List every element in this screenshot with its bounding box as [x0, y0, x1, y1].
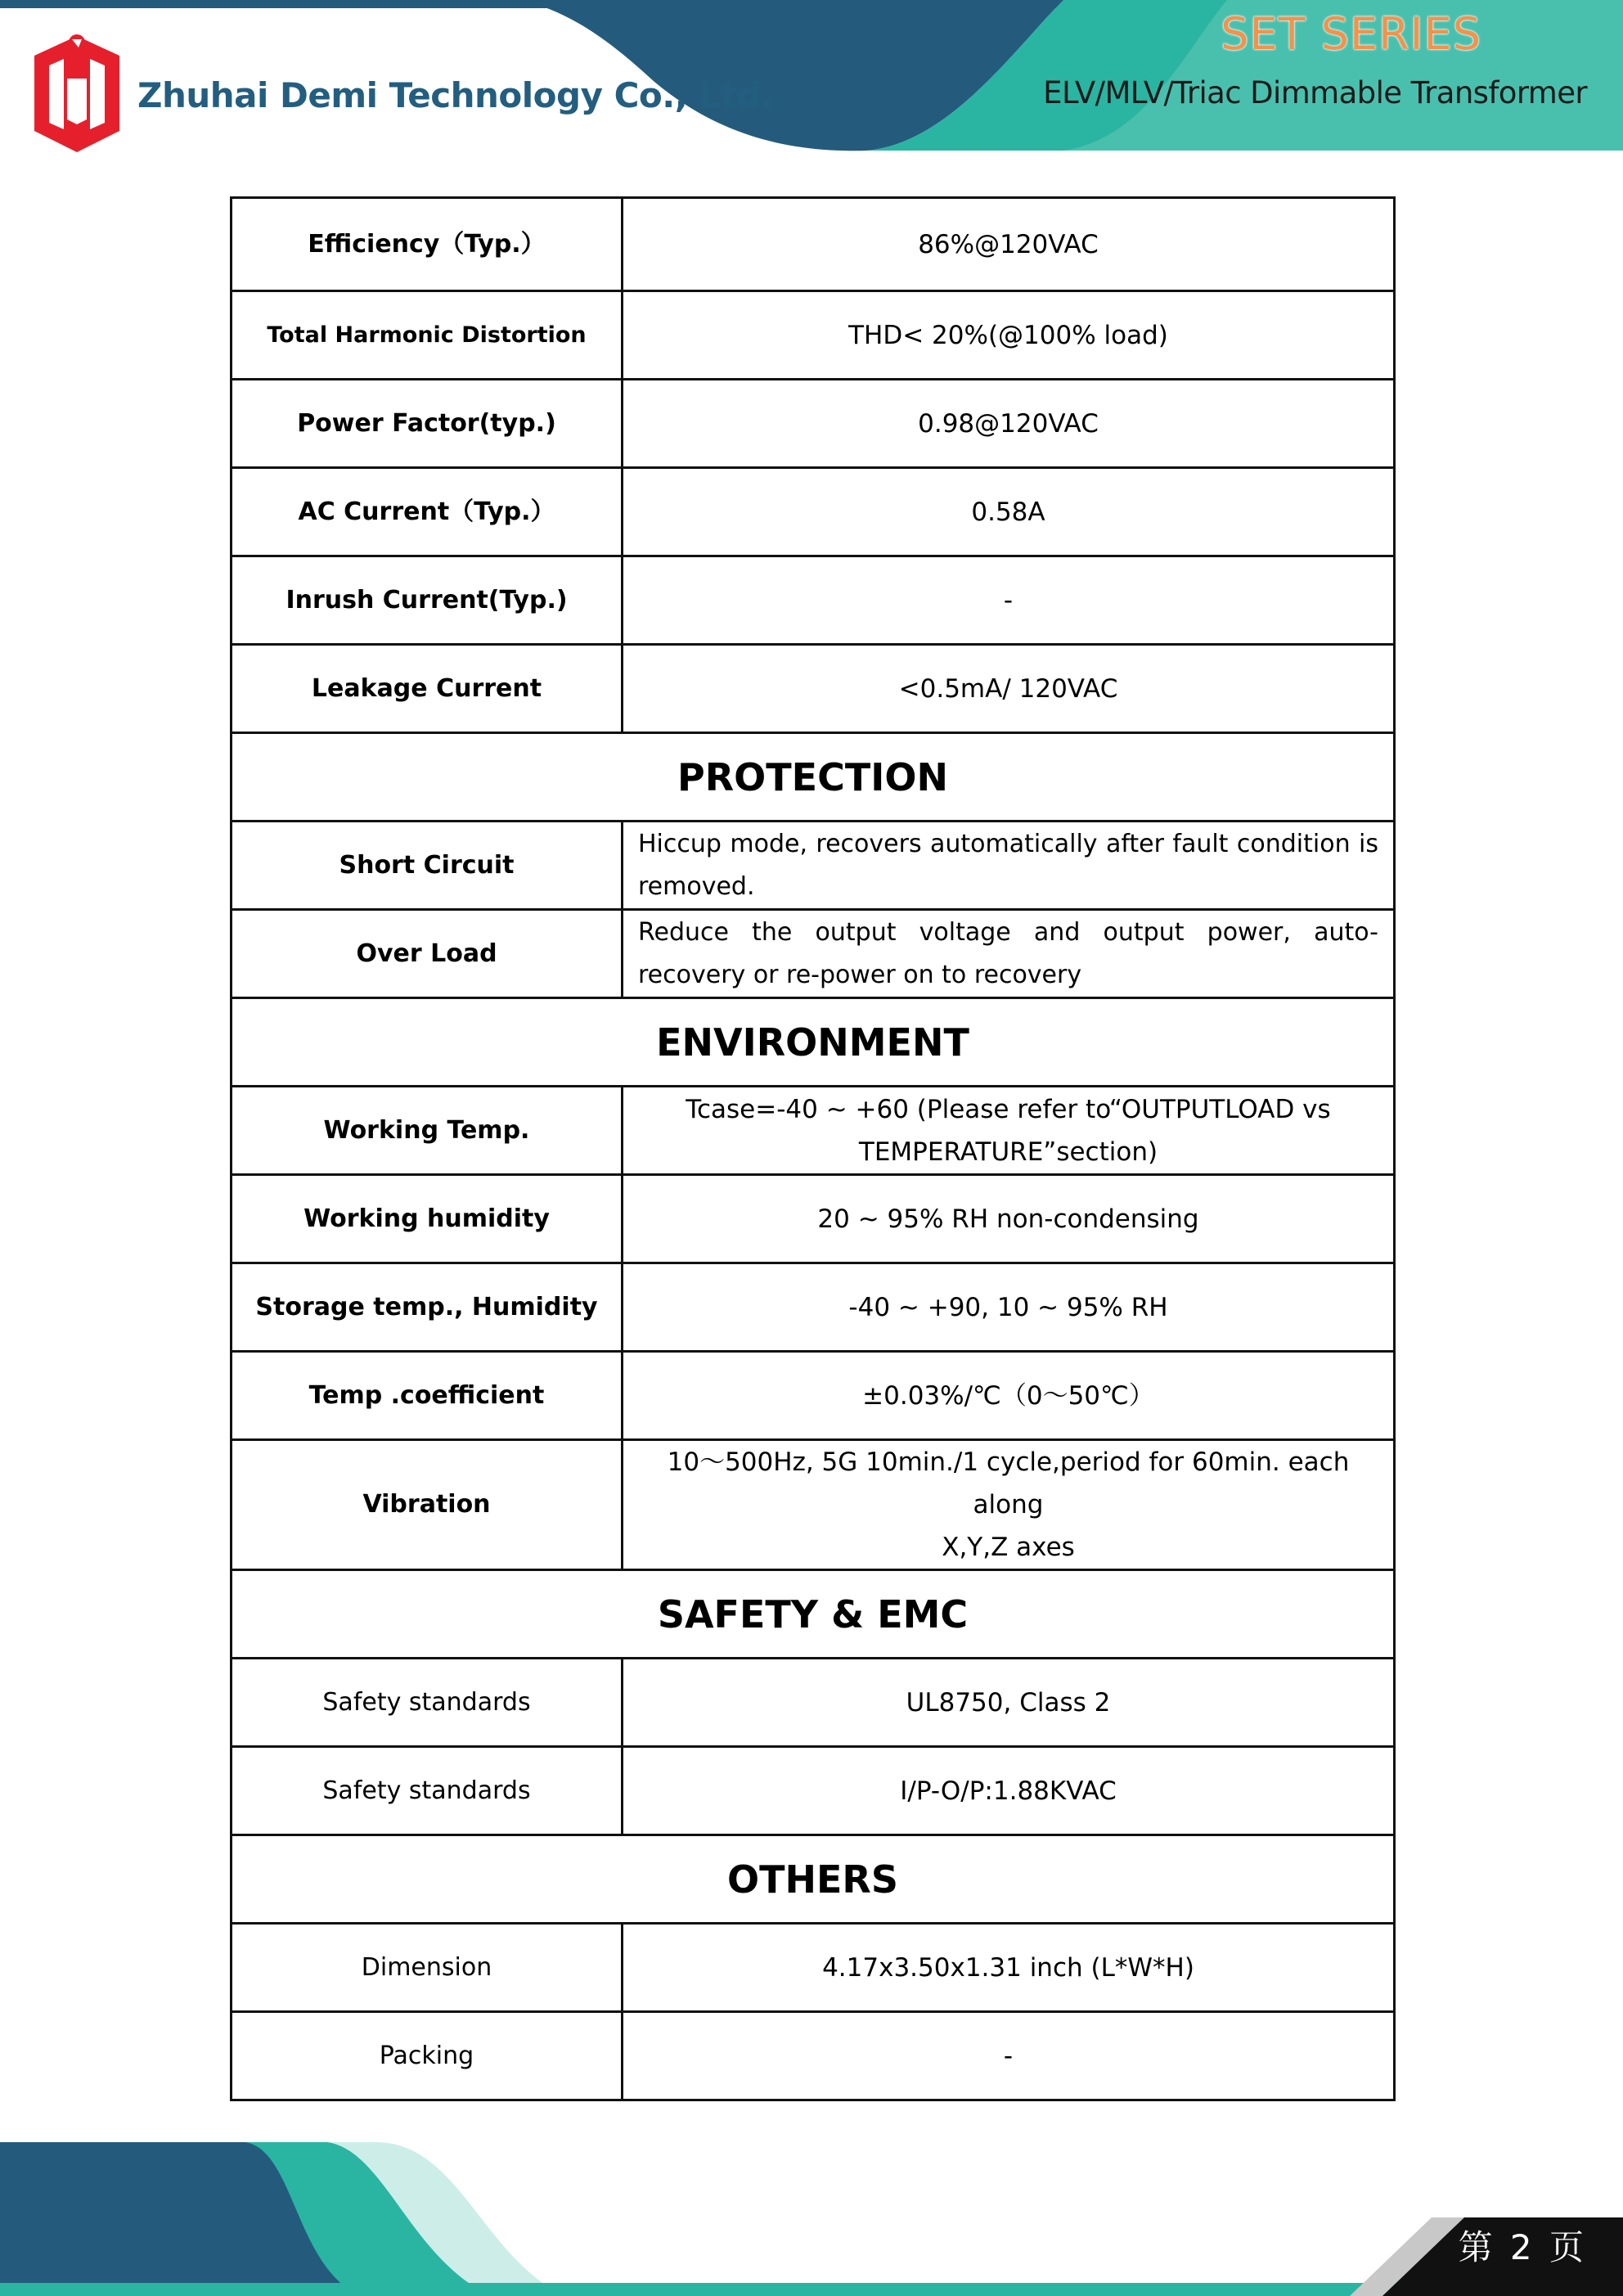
vibration-value: [623, 1440, 1395, 1570]
section-title-others: OTHERS: [232, 1835, 1395, 1924]
packing-value: -: [623, 2012, 1395, 2100]
storage-temp-value: -40 ~ +90, 10 ~ 95% RH: [623, 1263, 1395, 1352]
table-row: [232, 2012, 1395, 2100]
safety-standards-label-1: Safety standards: [232, 1659, 623, 1747]
section-row: [232, 998, 1395, 1087]
packing-label: Packing: [232, 2012, 623, 2100]
section-title-environment: ENVIRONMENT: [232, 998, 1395, 1087]
table-row: [232, 822, 1395, 910]
leakage-current-value: <0.5mA/ 120VAC: [623, 645, 1395, 733]
page-number: 第 2 页: [1458, 2227, 1587, 2267]
footer-banner: [0, 2142, 1623, 2296]
table-row: [232, 1263, 1395, 1352]
thd-value: THD< 20%(@100% load): [623, 291, 1395, 380]
working-humidity-label: Working humidity: [232, 1175, 623, 1263]
safety-standards-value-2: I/P-O/P:1.88KVAC: [623, 1747, 1395, 1835]
table-row: [232, 198, 1395, 291]
table-row: [232, 910, 1395, 998]
inrush-current-label: Inrush Current(Typ.): [232, 556, 623, 645]
dimension-label: Dimension: [232, 1924, 623, 2012]
table-row: [232, 291, 1395, 380]
safety-standards-label-2: Safety standards: [232, 1747, 623, 1835]
table-row: [232, 556, 1395, 645]
section-title-safety: SAFETY & EMC: [232, 1570, 1395, 1659]
thd-label: Total Harmonic Distortion: [232, 291, 623, 380]
temp-coefficient-label: Temp .coefficient: [232, 1352, 623, 1440]
table-row: [232, 645, 1395, 733]
efficiency-value: 86%@120VAC: [623, 198, 1395, 291]
working-temp-value-line2: TEMPERATURE”section): [858, 1137, 1158, 1167]
series-subtitle: ELV/MLV/Triac Dimmable Transformer: [1043, 75, 1587, 110]
section-row: [232, 733, 1395, 822]
series-title: SET SERIES: [1221, 8, 1481, 60]
efficiency-label: Efficiency（Typ.）: [232, 198, 623, 291]
table-row: [232, 1175, 1395, 1263]
table-row: [232, 380, 1395, 468]
company-name: Zhuhai Demi Technology Co., Ltd.: [137, 75, 774, 115]
company-logo-icon: [34, 34, 119, 152]
over-load-label: Over Load: [232, 910, 623, 998]
ac-current-value: 0.58A: [623, 468, 1395, 556]
vibration-label: Vibration: [232, 1440, 623, 1570]
storage-temp-label: Storage temp., Humidity: [232, 1263, 623, 1352]
short-circuit-label: Short Circuit: [232, 822, 623, 910]
table-row: [232, 1352, 1395, 1440]
safety-standards-value-1: UL8750, Class 2: [623, 1659, 1395, 1747]
dimension-value: 4.17x3.50x1.31 inch (L*W*H): [623, 1924, 1395, 2012]
section-row: [232, 1835, 1395, 1924]
table-row: [232, 1087, 1395, 1175]
power-factor-label: Power Factor(typ.): [232, 380, 623, 468]
short-circuit-value: Hiccup mode, recovers automatically after fault condition is removed.: [623, 822, 1395, 910]
table-row: [232, 1659, 1395, 1747]
ac-current-label: AC Current（Typ.）: [232, 468, 623, 556]
table-row: [232, 1440, 1395, 1570]
working-temp-value-line1: Tcase=-40 ~ +60 (Please refer to“OUTPUTLOAD vs: [686, 1094, 1331, 1124]
spec-table: [230, 196, 1396, 2101]
inrush-current-value: -: [623, 556, 1395, 645]
leakage-current-label: Leakage Current: [232, 645, 623, 733]
section-title-protection: PROTECTION: [232, 733, 1395, 822]
table-row: [232, 1747, 1395, 1835]
working-humidity-value: 20 ~ 95% RH non-condensing: [623, 1175, 1395, 1263]
section-row: [232, 1570, 1395, 1659]
vibration-value-line1: 10～500Hz, 5G 10min./1 cycle,period for 60min. each along: [667, 1447, 1350, 1519]
table-row: [232, 1924, 1395, 2012]
working-temp-label: Working Temp.: [232, 1087, 623, 1175]
vibration-value-line2: X,Y,Z axes: [942, 1533, 1075, 1562]
over-load-value: Reduce the output voltage and output power, auto-recovery or re-power on to recovery: [623, 910, 1395, 998]
table-row: [232, 468, 1395, 556]
power-factor-value: 0.98@120VAC: [623, 380, 1395, 468]
working-temp-value: [623, 1087, 1395, 1175]
temp-coefficient-value: ±0.03%/℃（0～50℃）: [623, 1352, 1395, 1440]
